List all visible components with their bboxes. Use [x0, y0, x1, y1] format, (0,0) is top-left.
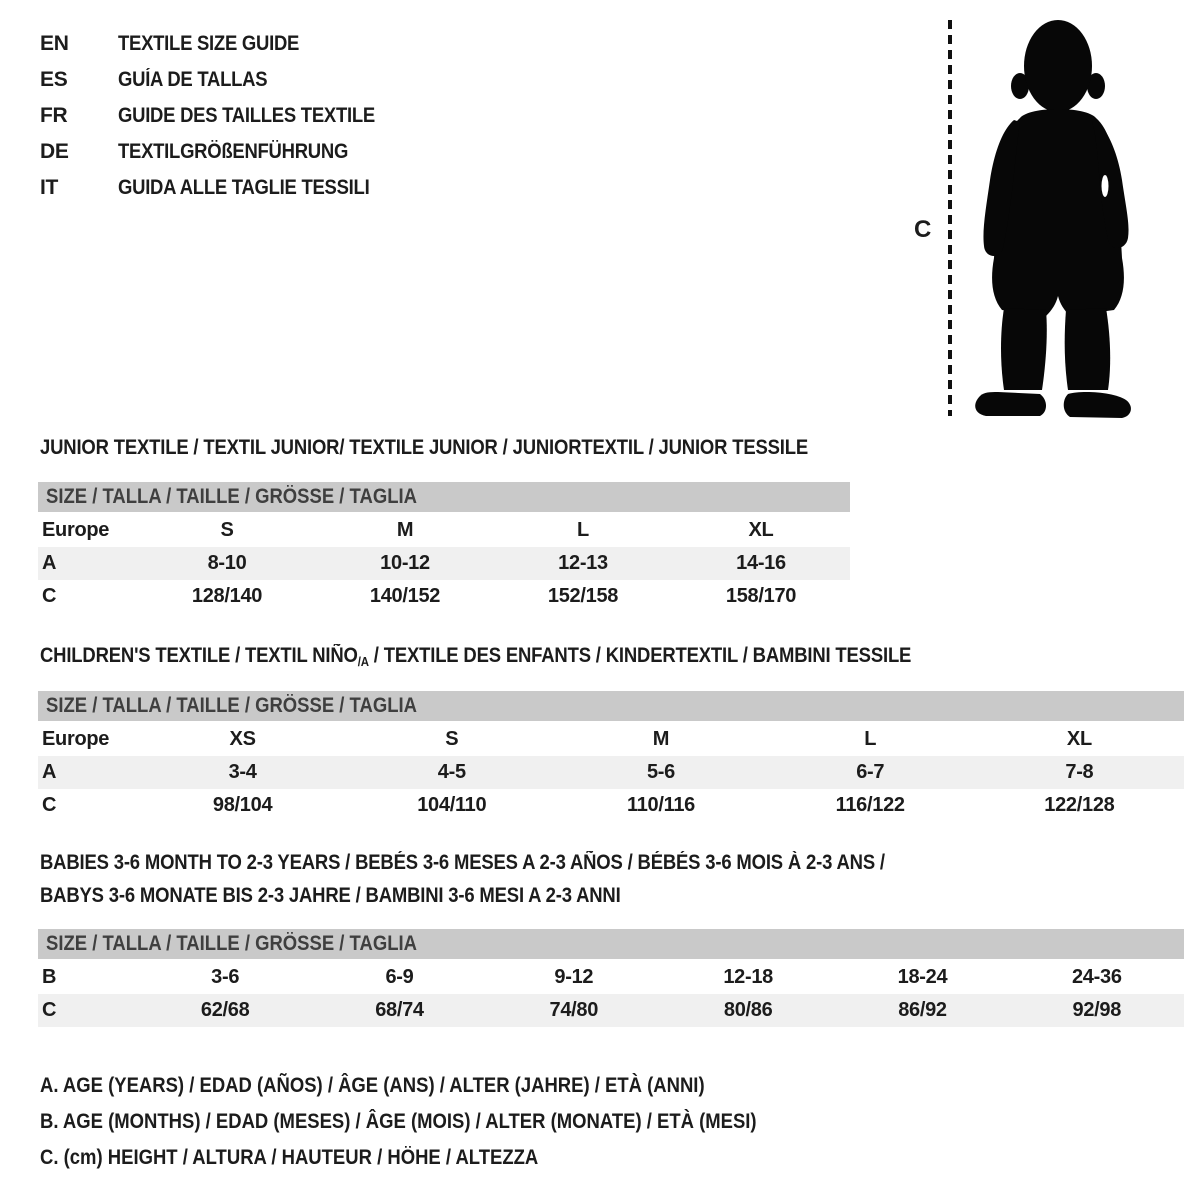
cell: XS	[229, 728, 256, 750]
cell: 6-9	[385, 966, 414, 988]
legend-line-c: C. (cm) HEIGHT / ALTURA / HAUTEUR / HÖHE / ALTEZZA	[40, 1146, 539, 1169]
language-header	[40, 26, 410, 206]
lang-row-fr	[40, 98, 410, 134]
table-row	[38, 723, 1184, 756]
children-title-prefix: CHILDREN'S TEXTILE / TEXTIL NIÑO	[40, 644, 358, 667]
row-label: Europe	[42, 519, 110, 541]
babies-section-title-line2	[40, 884, 700, 908]
toddler-silhouette-icon	[970, 18, 1136, 420]
cell: XL	[1066, 728, 1092, 750]
babies-title-text-line2: BABYS 3-6 MONATE BIS 2-3 JAHRE / BAMBINI 3-6 MESI A 2-3 ANNI	[40, 884, 621, 907]
size-header-label: SIZE / TALLA / TAILLE / GRÖSSE / TAGLIA	[46, 694, 417, 717]
cell: 3-6	[211, 966, 240, 988]
row-label: C	[42, 585, 57, 607]
row-label: A	[42, 761, 57, 783]
table-row	[38, 961, 1184, 994]
cell: 18-24	[897, 966, 948, 988]
children-section-title	[40, 644, 1030, 669]
cell: 80/86	[723, 999, 773, 1021]
babies-section-title-line1	[40, 851, 1000, 875]
lang-title: TEXTILE SIZE GUIDE	[118, 32, 300, 55]
cell: 140/152	[369, 585, 441, 607]
lang-row-it	[40, 170, 410, 206]
figure-area	[900, 0, 1200, 430]
legend-line-b: B. AGE (MONTHS) / EDAD (MESES) / ÂGE (MOIS) / ALTER (MONATE) / ETÀ (MESI)	[40, 1110, 757, 1133]
cell: 92/98	[1072, 999, 1122, 1021]
cell: 4-5	[437, 761, 466, 783]
size-header-label: SIZE / TALLA / TAILLE / GRÖSSE / TAGLIA	[46, 485, 417, 508]
lang-row-de	[40, 134, 410, 170]
cell: 9-12	[554, 966, 594, 988]
junior-title-text: JUNIOR TEXTILE / TEXTIL JUNIOR/ TEXTILE JUNIOR / JUNIORTEXTIL / JUNIOR TESSILE	[40, 436, 809, 459]
cell: 12-13	[558, 552, 608, 574]
table-row	[38, 514, 850, 547]
cell: 12-18	[723, 966, 773, 988]
table-row	[38, 756, 1184, 789]
cell: 68/74	[375, 999, 424, 1021]
cell: 116/122	[835, 794, 905, 816]
cell: M	[396, 519, 414, 541]
lang-code: ES	[40, 68, 68, 91]
children-title-text	[40, 644, 911, 669]
junior-size-header-bar	[38, 482, 850, 512]
cell: 62/68	[200, 999, 250, 1021]
children-size-table	[38, 691, 1184, 822]
table-row	[38, 547, 850, 580]
lang-code: FR	[40, 104, 68, 127]
children-size-header-bar	[38, 691, 1184, 721]
row-label: C	[42, 794, 57, 816]
height-measure-line	[948, 20, 952, 416]
cell: 74/80	[549, 999, 599, 1021]
babies-size-header-bar	[38, 929, 1184, 959]
lang-title: GUÍA DE TALLAS	[118, 68, 268, 91]
junior-section-title	[40, 436, 913, 460]
babies-title-text-line1: BABIES 3-6 MONTH TO 2-3 YEARS / BEBÉS 3-6 MESES A 2-3 AÑOS / BÉBÉS 3-6 MOIS À 2-3 ANS /	[40, 851, 885, 874]
cell: XL	[748, 519, 774, 541]
cell: 8-10	[207, 552, 247, 574]
size-header-label: SIZE / TALLA / TAILLE / GRÖSSE / TAGLIA	[46, 932, 417, 955]
row-label: Europe	[42, 728, 110, 750]
cell: 128/140	[191, 585, 263, 607]
legend-line-a: A. AGE (YEARS) / EDAD (AÑOS) / ÂGE (ANS) / ALTER (JAHRE) / ETÀ (ANNI)	[40, 1074, 705, 1097]
lang-title: GUIDA ALLE TAGLIE TESSILI	[118, 176, 370, 199]
cell: 14-16	[736, 552, 786, 574]
row-label: B	[42, 966, 57, 988]
cell: 6-7	[856, 761, 885, 783]
lang-row-en	[40, 26, 410, 62]
cell: L	[864, 728, 877, 750]
cell: 122/128	[1044, 794, 1115, 816]
cell: 24-36	[1071, 966, 1122, 988]
cell: L	[577, 519, 589, 541]
cell: 152/158	[547, 585, 619, 607]
cell: S	[220, 519, 234, 541]
cell: 110/116	[626, 794, 695, 816]
row-label: C	[42, 999, 57, 1021]
junior-size-table	[38, 482, 850, 613]
cell: 86/92	[898, 999, 947, 1021]
height-measure-label: C	[914, 216, 932, 243]
cell: 10-12	[380, 552, 430, 574]
lang-code: EN	[40, 32, 69, 55]
children-title-suffix: / TEXTILE DES ENFANTS / KINDERTEXTIL / BAMBINI TESSILE	[368, 644, 912, 667]
row-label: A	[42, 552, 57, 574]
lang-title: GUIDE DES TAILLES TEXTILE	[118, 104, 375, 127]
lang-code: IT	[40, 176, 59, 199]
cell: 7-8	[1065, 761, 1094, 783]
cell: M	[652, 728, 670, 750]
table-row	[38, 580, 850, 613]
cell: 3-4	[228, 761, 257, 783]
cell: S	[445, 728, 459, 750]
children-title-subscript: /A	[357, 654, 369, 669]
lang-title: TEXTILGRÖßENFÜHRUNG	[118, 140, 349, 163]
cell: 98/104	[212, 794, 273, 816]
lang-code: DE	[40, 140, 69, 163]
cell: 104/110	[417, 794, 487, 816]
legend	[40, 1068, 854, 1176]
table-row	[38, 994, 1184, 1027]
lang-row-es	[40, 62, 410, 98]
table-row	[38, 789, 1184, 822]
cell: 5-6	[646, 761, 675, 783]
cell: 158/170	[725, 585, 797, 607]
babies-size-table	[38, 929, 1184, 1027]
